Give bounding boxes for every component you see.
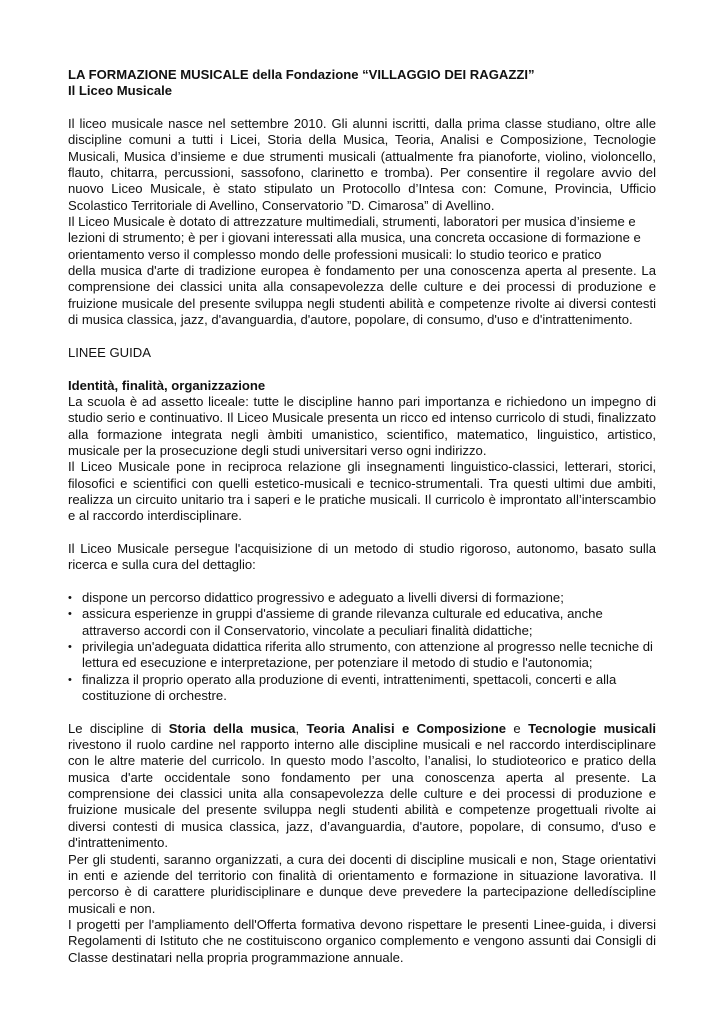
list-item-text: dispone un percorso didattico progressivo e adeguato a livelli diversi di formazione; — [82, 590, 564, 605]
spacer — [68, 329, 656, 345]
list-item — [68, 639, 656, 672]
section-heading-identity: Identità, finalità, organizzazione — [68, 377, 266, 393]
list-item-text: assicura esperienze in gruppi d'assieme di grande rilevanza culturale ed educativa, anche attraverso accordi con il Conservatorio, vincolate a peculiari finalità didattiche; — [82, 606, 603, 638]
projects-paragraph: I progetti per l'ampliamento dell'Offerta formativa devono rispettare le presenti Linee-guida, i diversi Regolamenti di Istituto che ne costituiscono organico complemento e vengono assunti dai Consigli di Classe destinatari nella propria programmazione annuale. — [68, 916, 656, 965]
document-header — [68, 67, 656, 100]
identity-paragraph-1: La scuola è ad assetto liceale: tutte le discipline hanno pari importanza e richiedono un impegno di studio serio e continuativo. Il Liceo Musicale presenta un ricco ed intenso curricolo di studi, finalizzato alla formazione integrata negli àmbiti umanistico, scientifico, matematico, linguistico, artistico, musicale per la prosecuzione degli studi universitari verso ogni indirizzo. — [68, 393, 656, 458]
discipline-storia: Storia della musica — [168, 720, 296, 736]
disciplines-paragraph — [68, 721, 656, 852]
discipline-teoria: Teoria Analisi e Composizione — [306, 720, 507, 736]
document-page — [68, 67, 656, 966]
bullet-icon: • — [68, 673, 72, 686]
bullet-icon: • — [68, 592, 72, 604]
method-paragraph: Il Liceo Musicale persegue l'acquisizione di un metodo di studio rigoroso, autonomo, basato sulla ricerca e sulla cura del dettaglio: — [68, 540, 656, 573]
section-heading-guidelines: LINEE GUIDA — [68, 344, 151, 360]
discipline-tecnologie: Tecnologie musicali — [528, 720, 656, 736]
comma-separator: , — [295, 720, 300, 736]
spacer — [68, 361, 656, 377]
document-title: LA FORMAZIONE MUSICALE della Fondazione “VILLAGGIO DEI RAGAZZI” — [68, 67, 535, 82]
spacer — [68, 574, 656, 590]
objectives-list — [68, 590, 656, 704]
list-item — [68, 672, 656, 705]
bullet-icon: • — [68, 608, 72, 621]
spacer — [68, 704, 656, 720]
intro-paragraph-3: della musica d'arte di tradizione europea è fondamento per una conoscenza aperta al presente. La comprensione dei classici unita alla consapevolezza delle culture e dei processi di produzione e fruizione musicale del presente sviluppa negli studenti abilità e competenze rivolte ai diversi contesti di musica classica, jazz, d'avanguardia, d'autore, popolare, di consumo, d'uso e d'intrattenimento. — [68, 263, 656, 328]
list-item — [68, 590, 656, 606]
list-item-text: privilegia un'adeguata didattica riferita allo strumento, con attenzione al progresso nelle tecniche di lettura ed esecuzione e interpretazione, per potenziare il metodo di studio e l'autonomia; — [82, 639, 653, 671]
list-item — [68, 606, 656, 639]
bullet-icon: • — [68, 641, 72, 654]
identity-paragraph-2: Il Liceo Musicale pone in reciproca relazione gli insegnamenti linguistico-classici, letterari, storici, filosofici e scientifici con quelli estetico-musicali e tecnico-strumentali. Tra questi ultimi due ambiti, realizza un circuito unitario tra i saperi e le pratiche musicali. Il curricolo è improntato all’interscambio e al raccordo interdisciplinare. — [68, 459, 656, 524]
conjunction: e — [513, 720, 521, 736]
disciplines-lead: Le discipline di — [68, 720, 162, 736]
list-item-text: finalizza il proprio operato alla produzione di eventi, intrattenimenti, spettacoli, concerti e alla costituzione di orchestre. — [82, 671, 617, 704]
stage-paragraph: Per gli studenti, saranno organizzati, a cura dei docenti di discipline musicali e non, Stage orientativi in enti e aziende del territorio con finalità di orientamento e formazione in situazione lavorativa. Il percorso è di carattere pluridisciplinare e dunque deve prevedere la partecipazione delledíscipline musicali e non. — [68, 851, 656, 916]
disciplines-body: rivestono il ruolo cardine nel rapporto interno alle discipline musicali e nel raccordo interdisciplinare con le altre materie del curricolo. In questo modo l’ascolto, l’analisi, lo studioteorico e pratico della musica d'arte occidentale sono fondamento per una conoscenza aperta al presente. La comprensione dei classici unita alla consapevolezza delle culture e dei processi di produzione e fruizione musicale del presente sviluppa negli studenti abilità e competenze progettuali rivolte ai diversi contesti di musica classica, jazz, d’avanguardia, d'autore, popolare, di consumo, d'uso e d'intrattenimento. — [68, 737, 656, 851]
document-subtitle: Il Liceo Musicale — [68, 83, 173, 99]
spacer — [68, 525, 656, 541]
intro-paragraph-1: Il liceo musicale nasce nel settembre 2010. Gli alunni iscritti, dalla prima classe studiano, oltre alle discipline comuni a tutti i Licei, Storia della Musica, Teoria, Analisi e Composizione, Tecnologie Musicali, Musica d’insieme e due strumenti musicali (attualmente fra pianoforte, violino, violoncello, flauto, chitarra, percussioni, sassofono, clarinetto e tromba). Per consentire il regolare avvio del nuovo Liceo Musicale, è stato stipulato un Protocollo d’Intesa con: Comune, Provincia, Ufficio Scolastico Territoriale di Avellino, Conservatorio ”D. Cimarosa” di Avellino. — [68, 116, 656, 213]
intro-paragraph-2: Il Liceo Musicale è dotato di attrezzature multimediali, strumenti, laboratori per musica d’insieme e lezioni di strumento; è per i giovani interessati alla musica, una concreta occasione di formazione e orientamento verso il complesso mondo delle professioni musicali: lo studio teorico e pratico — [68, 214, 641, 262]
